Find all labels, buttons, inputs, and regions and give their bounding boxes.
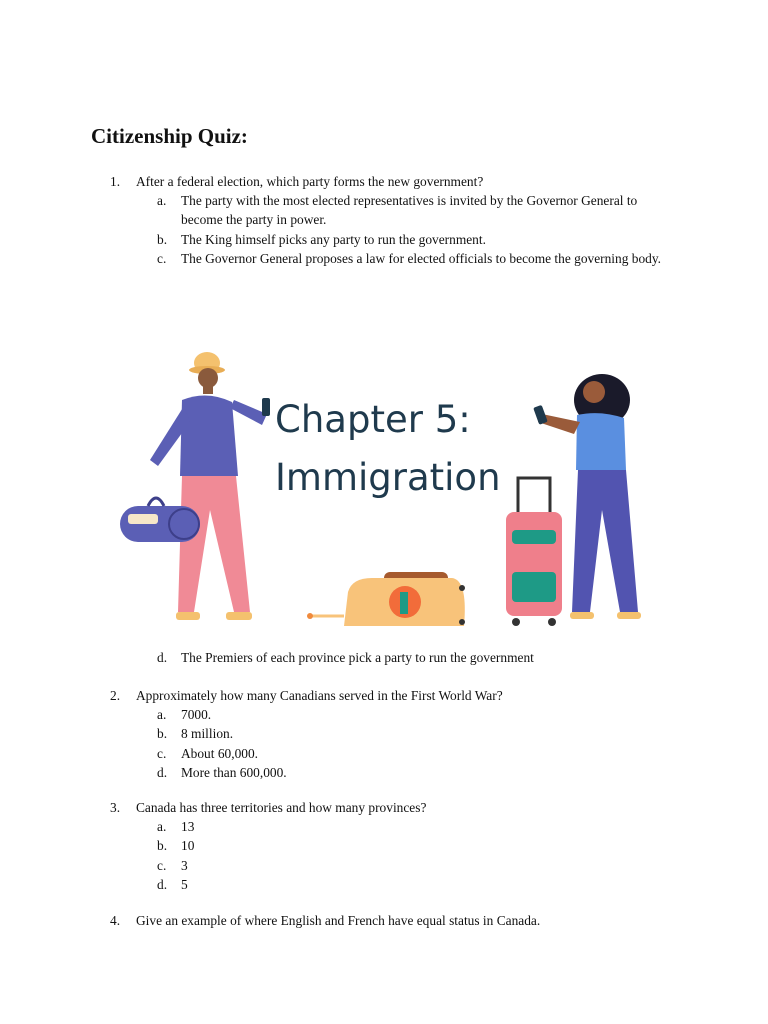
pink-suitcase-figure	[506, 478, 562, 626]
option-text: The party with the most elected representatives is invited by the Governor General to become the party in power.	[181, 193, 638, 228]
option-text: 3	[181, 857, 188, 873]
answer-option-d	[0, 875, 768, 894]
chapter-illustration	[112, 330, 657, 630]
option-letter: d.	[157, 764, 168, 780]
option-text: 8 million.	[181, 726, 234, 742]
answer-option-a	[0, 191, 768, 229]
chapter-heading-line1: Chapter 5:	[275, 398, 471, 441]
answer-option-c	[0, 249, 768, 268]
option-letter: b.	[157, 726, 168, 742]
answer-option-d	[0, 763, 768, 782]
question-4	[0, 911, 768, 930]
question-number: 4.	[110, 913, 121, 928]
rolling-bag-figure	[307, 572, 465, 626]
option-text: The King himself picks any party to run the government.	[181, 231, 486, 247]
answer-option-a	[0, 817, 768, 836]
option-letter: a.	[157, 193, 167, 209]
option-text: The Governor General proposes a law for elected officials to become the governing body.	[181, 250, 662, 266]
option-text: 10	[181, 838, 195, 854]
question-text: After a federal election, which party forms the new government?	[136, 174, 484, 189]
option-text: About 60,000.	[181, 745, 258, 761]
option-letter: c.	[157, 745, 167, 761]
answer-option-b	[0, 230, 768, 249]
question-text: Approximately how many Canadians served in the First World War?	[136, 688, 503, 703]
option-letter: d.	[157, 876, 168, 892]
answer-option-b	[0, 836, 768, 855]
answer-option-b	[0, 724, 768, 743]
man-traveler-figure	[120, 352, 270, 620]
answer-option-c	[0, 856, 768, 875]
question-number: 2.	[110, 688, 121, 703]
answer-option-d	[0, 648, 768, 667]
question-3	[0, 798, 768, 894]
question-number: 1.	[110, 174, 121, 189]
question-text: Give an example of where English and French have equal status in Canada.	[136, 913, 541, 928]
answer-option-c	[0, 744, 768, 763]
page-title: Citizenship Quiz:	[91, 124, 248, 148]
answer-option-a	[0, 705, 768, 724]
option-text: 13	[181, 819, 195, 835]
option-text: 5	[181, 876, 188, 892]
option-letter: a.	[157, 707, 167, 723]
question-1	[0, 172, 768, 268]
option-letter: c.	[157, 250, 167, 266]
option-letter: d.	[157, 650, 168, 665]
option-letter: c.	[157, 857, 167, 873]
question-1-continued	[0, 648, 768, 667]
question-2	[0, 686, 768, 782]
option-letter: b.	[157, 231, 168, 247]
option-text: 7000.	[181, 707, 212, 723]
option-text: More than 600,000.	[181, 764, 287, 780]
option-letter: a.	[157, 819, 167, 835]
option-letter: b.	[157, 838, 168, 854]
question-number: 3.	[110, 800, 121, 815]
chapter-heading-line2: Immigration	[275, 456, 501, 499]
question-text: Canada has three territories and how many provinces?	[136, 800, 427, 815]
option-text: The Premiers of each province pick a party to run the government	[181, 650, 534, 665]
